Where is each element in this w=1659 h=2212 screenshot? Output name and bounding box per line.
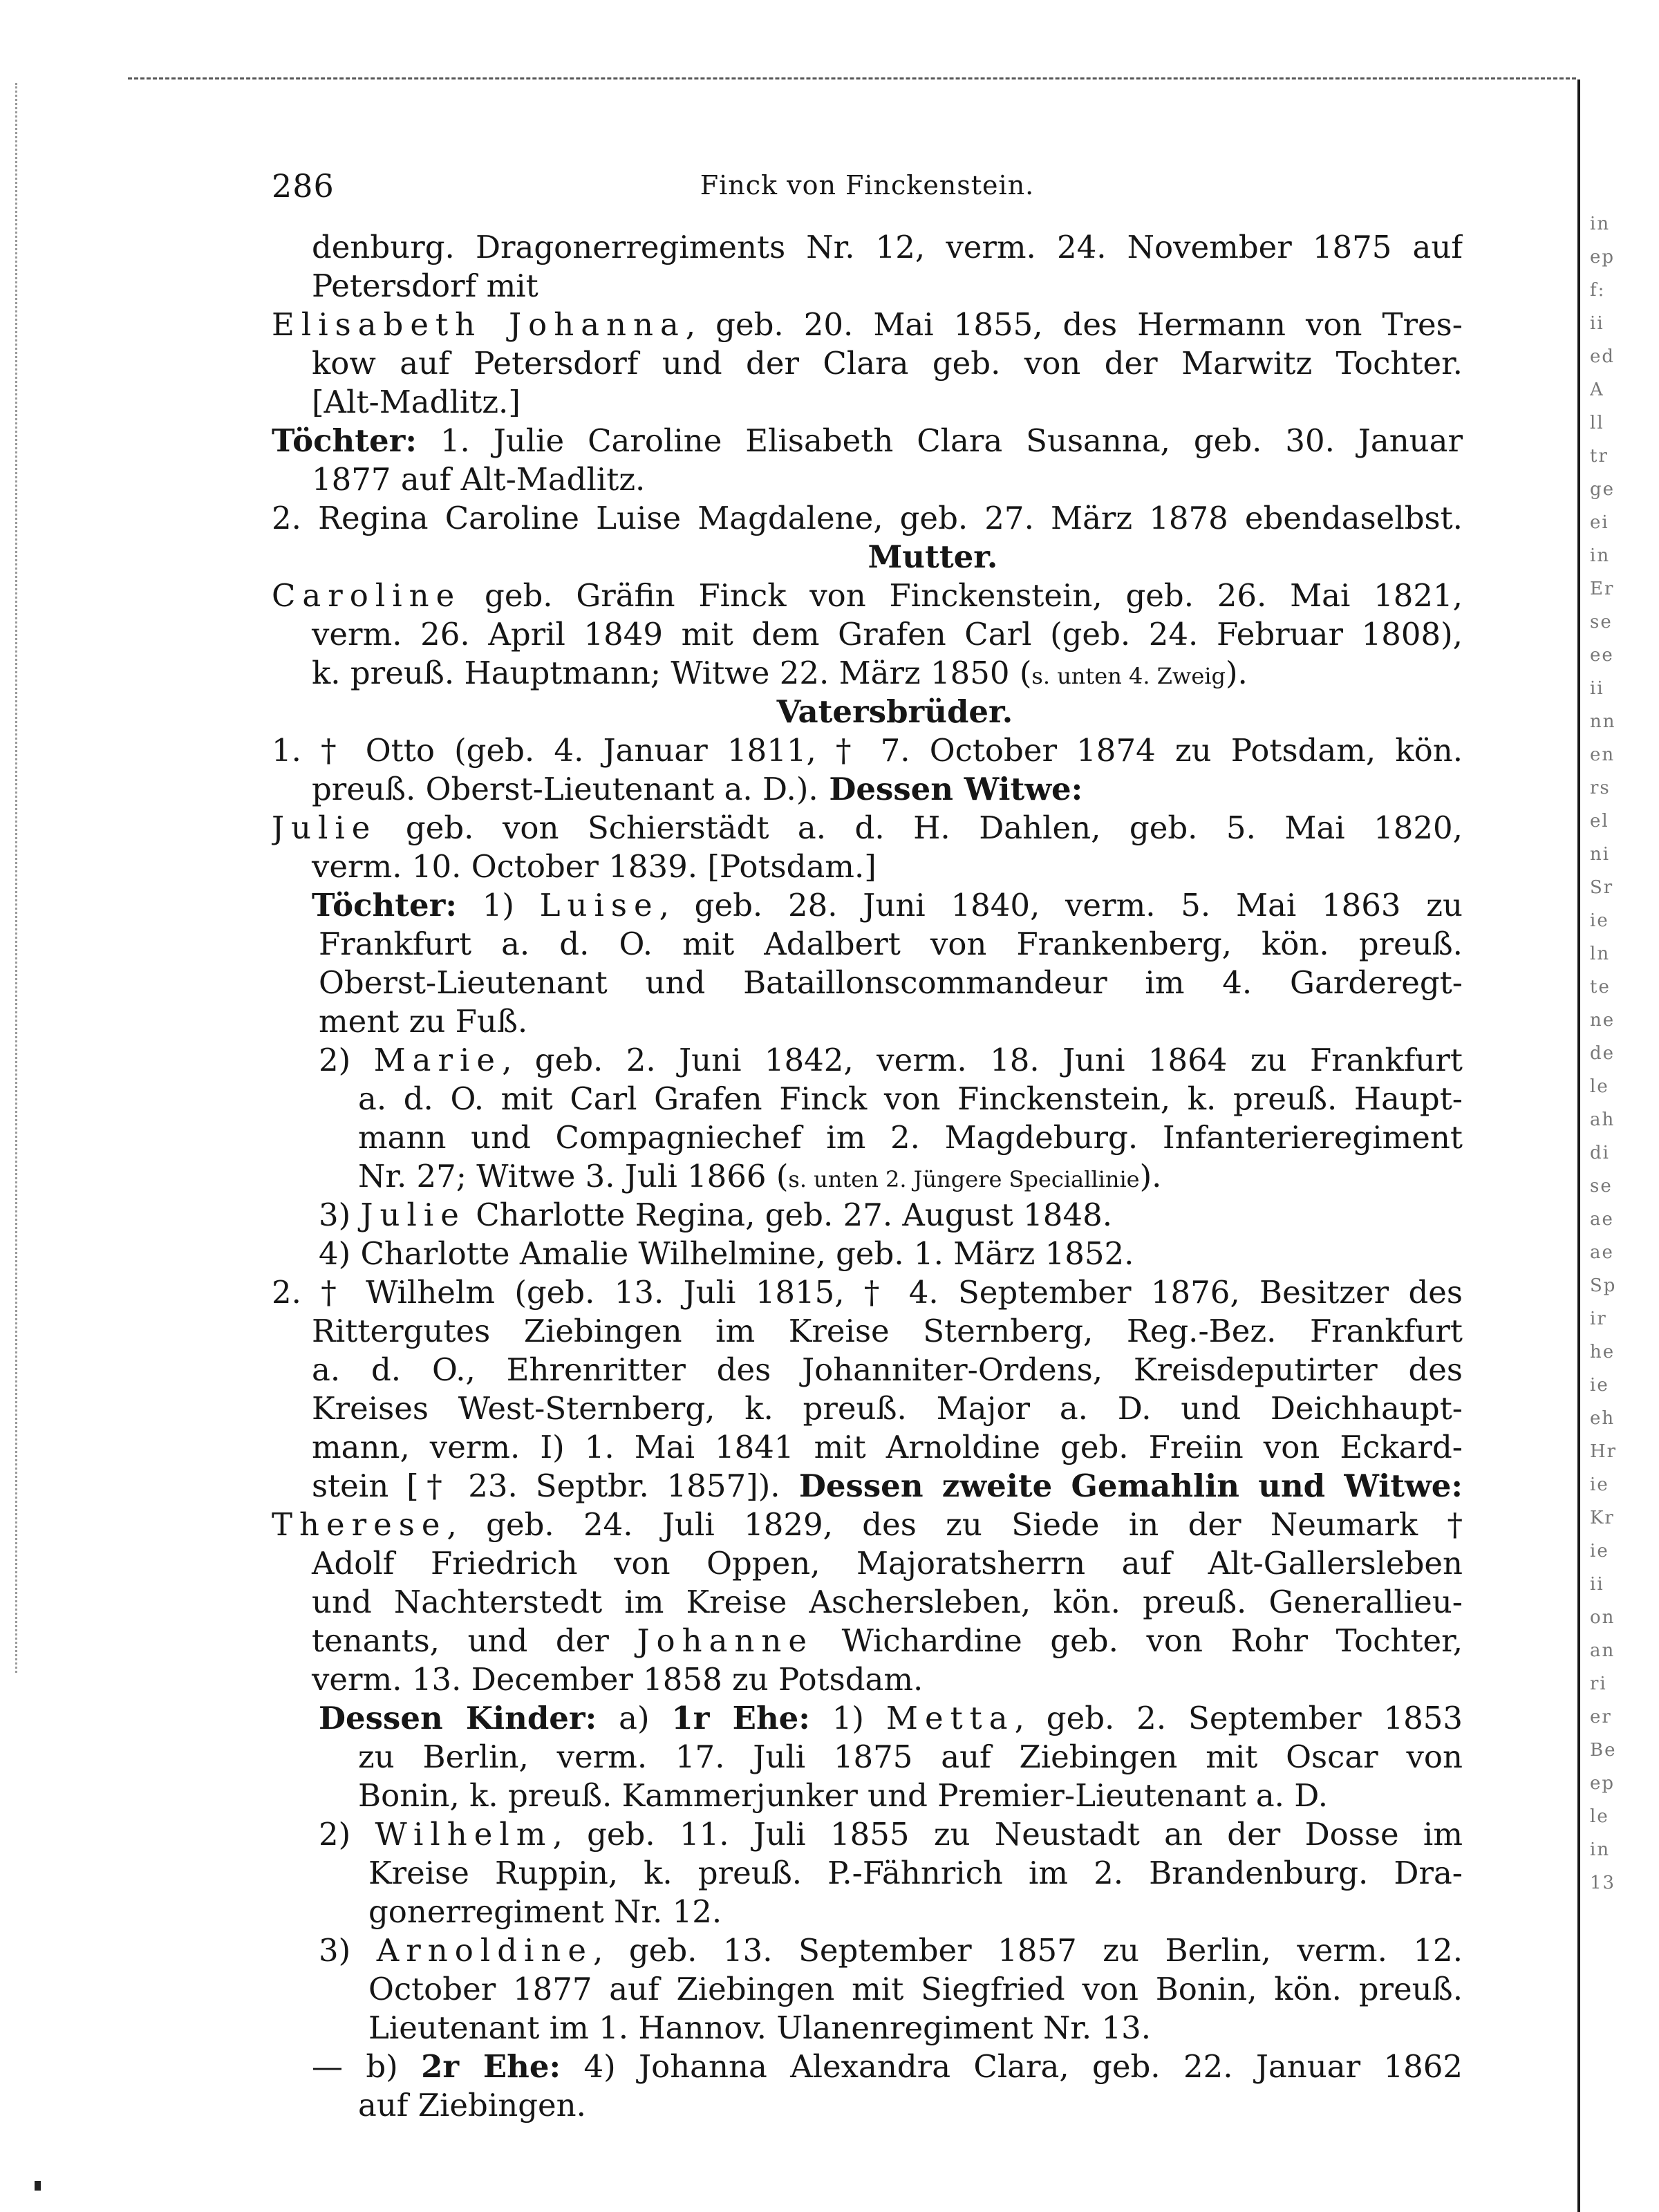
bleed-fragment: ni [1590, 844, 1611, 865]
bleed-fragment: Er [1590, 579, 1615, 599]
bleed-fragment: ep [1590, 247, 1615, 268]
bleed-fragment: rs [1590, 778, 1611, 798]
right-page-edge-rule [1577, 79, 1580, 2212]
text-line: Kreises West-Sternberg, k. preuß. Major a. D. und Deichhaupt- [312, 1390, 1463, 1427]
text-line: Bonin, k. preuß. Kammerjunker und Premier-Lieutenant a. D. [358, 1777, 1329, 1814]
text-line: k. preuß. Hauptmann; Witwe 22. März 1850 (s. unten 4. Zweig). [312, 655, 1248, 691]
text-line: Frankfurt a. d. O. mit Adalbert von Frankenberg, kön. preuß. [319, 926, 1463, 962]
text-line: Petersdorf mit [312, 268, 538, 304]
text-line: 3) Julie Charlotte Regina, geb. 27. August 1848. [319, 1197, 1113, 1233]
page-header [272, 167, 1463, 209]
bleed-fragment: ri [1590, 1674, 1607, 1694]
text-line: Rittergutes Ziebingen im Kreise Sternberg, Reg.-Bez. Frankfurt [312, 1313, 1463, 1349]
bleed-fragment: tr [1590, 446, 1609, 467]
text-line: kow auf Petersdorf und der Clara geb. von der Marwitz Tochter. [312, 345, 1463, 382]
bleed-fragment: ie [1590, 910, 1609, 931]
bleed-fragment: Be [1590, 1740, 1617, 1761]
text-line: 2) Marie, geb. 2. Juni 1842, verm. 18. Juni 1864 zu Frankfurt [319, 1042, 1463, 1078]
bleed-fragment: A [1590, 379, 1604, 400]
running-title: Finck von Finckenstein. [700, 170, 1035, 200]
text-line: Therese, geb. 24. Juli 1829, des zu Siede in der Neumark † [272, 1506, 1463, 1543]
page-number: 286 [272, 167, 335, 205]
adjacent-page-bleed [1590, 207, 1659, 2198]
bleed-fragment: ln [1590, 944, 1611, 964]
bleed-fragment: ii [1590, 1574, 1604, 1595]
spaced-name: Julie [272, 809, 377, 846]
left-margin-speckle [15, 83, 17, 1673]
text-line: Kreise Ruppin, k. preuß. P.-Fähnrich im 2. Brandenburg. Dra- [368, 1855, 1463, 1891]
text-line: denburg. Dragonerregiments Nr. 12, verm. 24. November 1875 auf [312, 229, 1463, 265]
bleed-fragment: di [1590, 1143, 1610, 1163]
bleed-fragment: le [1590, 1806, 1609, 1827]
bleed-fragment: ir [1590, 1309, 1607, 1329]
bleed-fragment: ee [1590, 645, 1614, 666]
bleed-fragment: se [1590, 612, 1613, 632]
section-heading-vatersbrueder: Vatersbrüder. [776, 693, 1013, 730]
bleed-fragment: an [1590, 1640, 1615, 1661]
bleed-fragment: in [1590, 545, 1611, 566]
text-line: Nr. 27; Witwe 3. Juli 1866 (s. unten 2. Jüngere Speciallinie). [358, 1158, 1162, 1194]
bleed-fragment: ii [1590, 678, 1604, 699]
bleed-fragment: ep [1590, 1773, 1615, 1794]
text-line: Caroline geb. Gräfin Finck von Finckenstein, geb. 26. Mai 1821, [272, 577, 1463, 614]
text-line: zu Berlin, verm. 17. Juli 1875 auf Ziebingen mit Oscar von [358, 1738, 1463, 1775]
text-line: Töchter: 1. Julie Caroline Elisabeth Clara Susanna, geb. 30. Januar [272, 422, 1463, 459]
text-line: 1. † Otto (geb. 4. Januar 1811, † 7. October 1874 zu Potsdam, kön. [272, 732, 1463, 769]
text-line: Lieutenant im 1. Hannov. Ulanenregiment Nr. 13. [368, 2009, 1152, 2046]
bleed-fragment: en [1590, 744, 1615, 765]
bleed-fragment: in [1590, 1839, 1611, 1860]
bleed-fragment: f: [1590, 280, 1606, 301]
bleed-fragment: el [1590, 811, 1609, 832]
bleed-fragment: ah [1590, 1109, 1615, 1130]
text-line: tenants, und der Johanne Wichardine geb. von Rohr Tochter, [312, 1622, 1463, 1659]
bleed-fragment: eh [1590, 1408, 1615, 1429]
bleed-fragment: ii [1590, 313, 1604, 334]
text-line: Oberst-Lieutenant und Bataillonscommandeur im 4. Garderegt- [319, 964, 1463, 1001]
bleed-fragment: le [1590, 1076, 1609, 1097]
spaced-name: Therese [272, 1506, 447, 1543]
text-line: Elisabeth Johanna, geb. 20. Mai 1855, des Hermann von Tres- [272, 306, 1463, 343]
text-line: 2. † Wilhelm (geb. 13. Juli 1815, † 4. September 1876, Besitzer des [272, 1274, 1463, 1311]
bleed-fragment: ll [1590, 413, 1604, 433]
text-line: ment zu Fuß. [319, 1003, 528, 1040]
text-line: verm. 26. April 1849 mit dem Grafen Carl (geb. 24. Februar 1808), [312, 616, 1463, 653]
bleed-fragment: Kr [1590, 1508, 1615, 1528]
spaced-name: Elisabeth Johanna [272, 306, 686, 343]
bleed-fragment: ne [1590, 1010, 1615, 1031]
bleed-fragment: ei [1590, 512, 1609, 533]
text-line: mann, verm. I) 1. Mai 1841 mit Arnoldine geb. Freiin von Eckard- [312, 1429, 1463, 1465]
bleed-fragment: te [1590, 977, 1611, 997]
top-rule [128, 77, 1576, 79]
text-line: gonerregiment Nr. 12. [368, 1893, 722, 1930]
bottom-left-ink-mark [35, 2181, 41, 2191]
bleed-fragment: ae [1590, 1209, 1614, 1230]
bleed-fragment: nn [1590, 711, 1616, 732]
bleed-fragment: Sp [1590, 1275, 1617, 1296]
section-heading-mutter: Mutter. [868, 538, 998, 575]
text-line: stein [† 23. Septbr. 1857]). Dessen zweite Gemahlin und Witwe: [312, 1468, 1463, 1504]
bleed-fragment: ge [1590, 479, 1615, 500]
text-line: Töchter: 1) Luise, geb. 28. Juni 1840, verm. 5. Mai 1863 zu [312, 887, 1463, 924]
text-line: 3) Arnoldine, geb. 13. September 1857 zu Berlin, verm. 12. [319, 1932, 1463, 1969]
text-line: 4) Charlotte Amalie Wilhelmine, geb. 1. März 1852. [319, 1235, 1134, 1272]
text-line: a. d. O., Ehrenritter des Johanniter-Ordens, Kreisdeputirter des [312, 1351, 1463, 1388]
text-line: verm. 13. December 1858 zu Potsdam. [312, 1661, 924, 1698]
bleed-fragment: se [1590, 1176, 1613, 1197]
text-line: — b) 2r Ehe: 4) Johanna Alexandra Clara, geb. 22. Januar 1862 [312, 2048, 1463, 2085]
label-toechter: Töchter: [272, 422, 417, 459]
page-body [272, 228, 1463, 2150]
bleed-fragment: he [1590, 1342, 1615, 1362]
text-line: a. d. O. mit Carl Grafen Finck von Finckenstein, k. preuß. Haupt- [358, 1080, 1463, 1117]
bleed-fragment: in [1590, 214, 1611, 234]
bleed-fragment: 13 [1590, 1873, 1616, 1893]
text-line: 1877 auf Alt-Madlitz. [312, 461, 646, 498]
bleed-fragment: Sr [1590, 877, 1614, 898]
text-line: und Nachterstedt im Kreise Aschersleben, kön. preuß. Generallieu- [312, 1584, 1463, 1620]
bleed-fragment: ed [1590, 346, 1615, 367]
text-line: auf Ziebingen. [358, 2087, 586, 2124]
text-line: 2. Regina Caroline Luise Magdalene, geb. 27. März 1878 ebendaselbst. [272, 500, 1463, 536]
spaced-name: Caroline [272, 577, 462, 614]
text-line: preuß. Oberst-Lieutenant a. D.). Dessen Witwe: [312, 771, 1083, 807]
text-line: [Alt-Madlitz.] [312, 384, 521, 420]
bleed-fragment: ie [1590, 1541, 1609, 1562]
bleed-fragment: Hr [1590, 1441, 1618, 1462]
text-line: verm. 10. October 1839. [Potsdam.] [312, 848, 877, 885]
text-line: Adolf Friedrich von Oppen, Majoratsherrn auf Alt-Gallersleben [312, 1545, 1463, 1582]
text-line: Julie geb. von Schierstädt a. d. H. Dahlen, geb. 5. Mai 1820, [272, 809, 1463, 846]
bleed-fragment: on [1590, 1607, 1615, 1628]
text-line: October 1877 auf Ziebingen mit Siegfried von Bonin, kön. preuß. [368, 1971, 1463, 2007]
text-line: Dessen Kinder: a) 1r Ehe: 1) Metta, geb. 2. September 1853 [319, 1700, 1463, 1736]
text-line: 2) Wilhelm, geb. 11. Juli 1855 zu Neustadt an der Dosse im [319, 1816, 1463, 1853]
bleed-fragment: de [1590, 1043, 1615, 1064]
bleed-fragment: ae [1590, 1242, 1614, 1263]
bleed-fragment: ie [1590, 1474, 1609, 1495]
bleed-fragment: ie [1590, 1375, 1609, 1396]
text-line: mann und Compagniechef im 2. Magdeburg. Infanterieregiment [358, 1119, 1463, 1156]
bleed-fragment: er [1590, 1707, 1612, 1727]
